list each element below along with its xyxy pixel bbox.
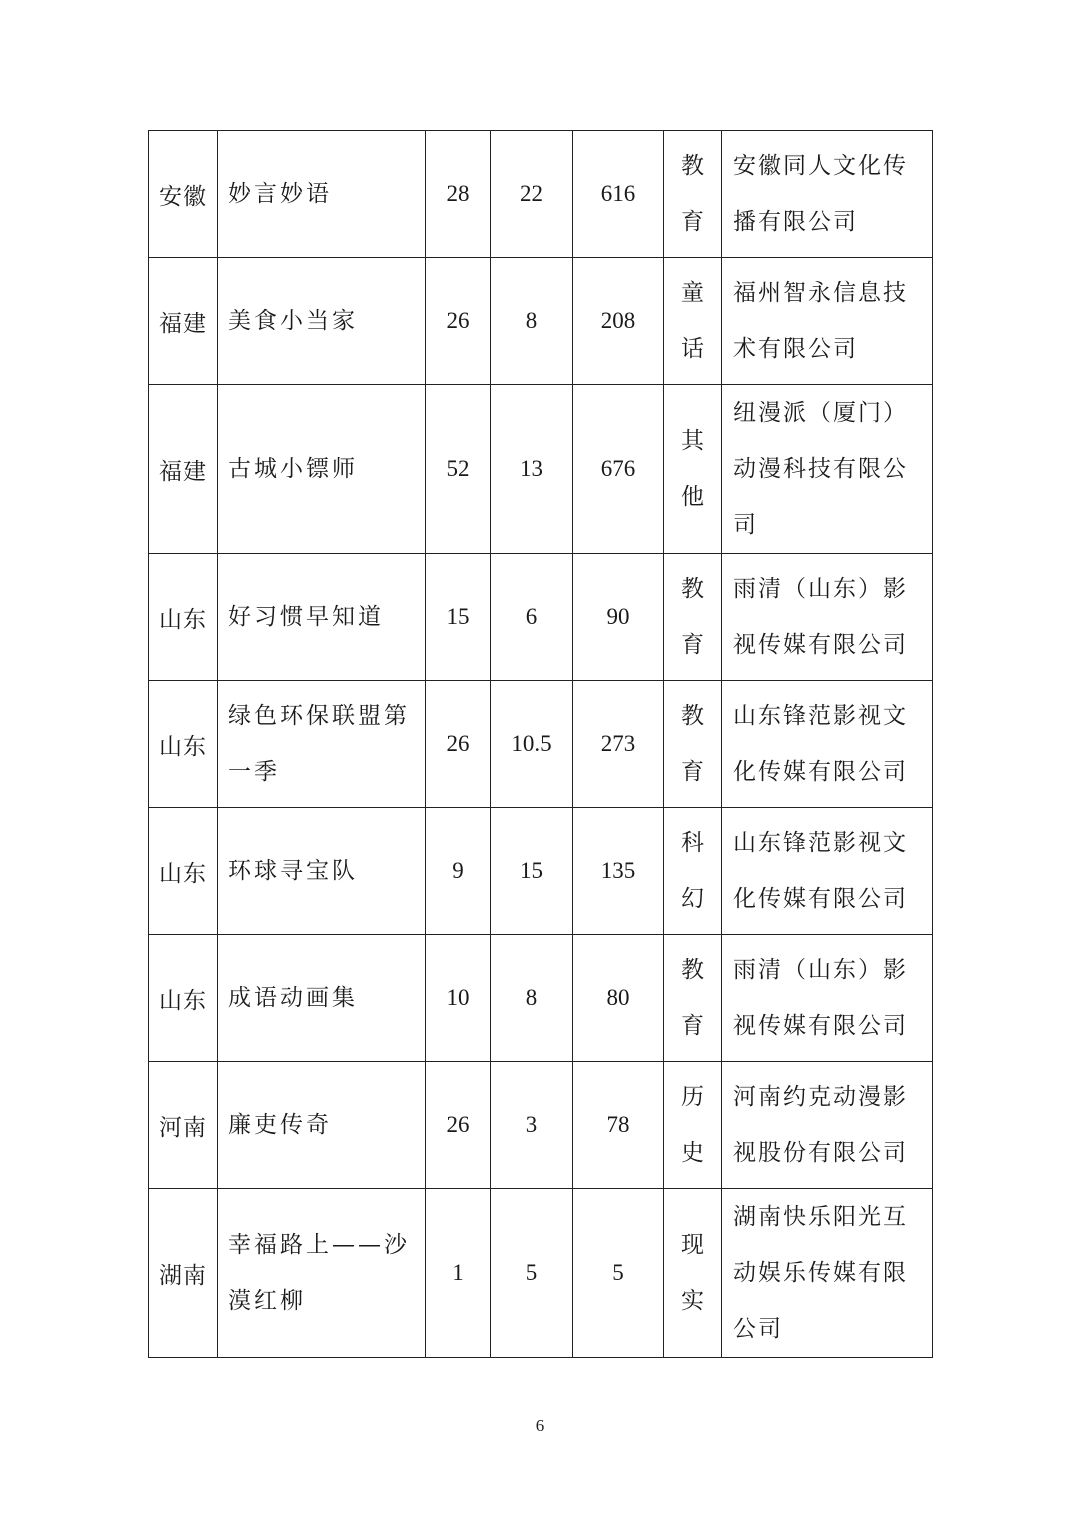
title-cell: 幸福路上——沙漠红柳 <box>218 1189 426 1358</box>
province-cell: 福建 <box>149 258 218 385</box>
title-cell: 好习惯早知道 <box>218 554 426 681</box>
table-row <box>149 385 933 554</box>
minutes-cell: 15 <box>491 808 573 935</box>
company-cell: 河南约克动漫影视股份有限公司 <box>722 1062 933 1189</box>
minutes-cell: 8 <box>491 935 573 1062</box>
genre-cell <box>664 131 722 258</box>
genre-label: 教育 <box>681 576 704 658</box>
genre-cell <box>664 681 722 808</box>
total-minutes-cell: 616 <box>573 131 664 258</box>
company-cell: 福州智永信息技术有限公司 <box>722 258 933 385</box>
title-cell: 妙言妙语 <box>218 131 426 258</box>
minutes-cell: 6 <box>491 554 573 681</box>
episodes-cell: 28 <box>426 131 491 258</box>
episodes-cell: 1 <box>426 1189 491 1358</box>
animation-works-table <box>148 130 933 1358</box>
minutes-cell: 5 <box>491 1189 573 1358</box>
table-row <box>149 258 933 385</box>
genre-cell <box>664 385 722 554</box>
title-cell: 廉吏传奇 <box>218 1062 426 1189</box>
genre-label: 童话 <box>681 280 704 362</box>
episodes-cell: 26 <box>426 681 491 808</box>
province-cell: 山东 <box>149 808 218 935</box>
total-minutes-cell: 208 <box>573 258 664 385</box>
page-number: 6 <box>535 1416 545 1435</box>
company-cell: 湖南快乐阳光互动娱乐传媒有限公司 <box>722 1189 933 1358</box>
minutes-cell: 3 <box>491 1062 573 1189</box>
genre-label: 科幻 <box>681 830 704 912</box>
province-cell: 河南 <box>149 1062 218 1189</box>
title-cell: 成语动画集 <box>218 935 426 1062</box>
title-cell: 绿色环保联盟第一季 <box>218 681 426 808</box>
total-minutes-cell: 676 <box>573 385 664 554</box>
episodes-cell: 26 <box>426 1062 491 1189</box>
genre-cell <box>664 258 722 385</box>
genre-cell <box>664 1189 722 1358</box>
total-minutes-cell: 273 <box>573 681 664 808</box>
province-cell: 安徽 <box>149 131 218 258</box>
table-row <box>149 1062 933 1189</box>
minutes-cell: 13 <box>491 385 573 554</box>
table-row <box>149 935 933 1062</box>
total-minutes-cell: 90 <box>573 554 664 681</box>
minutes-cell: 10.5 <box>491 681 573 808</box>
title-cell: 古城小镖师 <box>218 385 426 554</box>
genre-label: 教育 <box>681 703 704 785</box>
province-cell: 山东 <box>149 681 218 808</box>
company-cell: 纽漫派（厦门）动漫科技有限公司 <box>722 385 933 554</box>
genre-label: 其他 <box>681 428 704 510</box>
genre-cell <box>664 808 722 935</box>
episodes-cell: 15 <box>426 554 491 681</box>
company-cell: 雨清（山东）影视传媒有限公司 <box>722 554 933 681</box>
table-row <box>149 808 933 935</box>
province-cell: 湖南 <box>149 1189 218 1358</box>
episodes-cell: 9 <box>426 808 491 935</box>
minutes-cell: 8 <box>491 258 573 385</box>
table-row <box>149 554 933 681</box>
company-cell: 山东锋范影视文化传媒有限公司 <box>722 681 933 808</box>
genre-cell <box>664 935 722 1062</box>
total-minutes-cell: 135 <box>573 808 664 935</box>
title-cell: 环球寻宝队 <box>218 808 426 935</box>
province-cell: 山东 <box>149 935 218 1062</box>
table-row <box>149 131 933 258</box>
genre-cell <box>664 554 722 681</box>
total-minutes-cell: 5 <box>573 1189 664 1358</box>
company-cell: 山东锋范影视文化传媒有限公司 <box>722 808 933 935</box>
table-row <box>149 681 933 808</box>
genre-label: 历史 <box>681 1084 704 1166</box>
title-cell: 美食小当家 <box>218 258 426 385</box>
company-cell: 安徽同人文化传播有限公司 <box>722 131 933 258</box>
table-row <box>149 1189 933 1358</box>
minutes-cell: 22 <box>491 131 573 258</box>
data-table-container <box>148 130 932 1358</box>
episodes-cell: 52 <box>426 385 491 554</box>
genre-label: 现实 <box>681 1232 704 1314</box>
total-minutes-cell: 78 <box>573 1062 664 1189</box>
episodes-cell: 10 <box>426 935 491 1062</box>
genre-label: 教育 <box>681 957 704 1039</box>
province-cell: 福建 <box>149 385 218 554</box>
total-minutes-cell: 80 <box>573 935 664 1062</box>
episodes-cell: 26 <box>426 258 491 385</box>
genre-label: 教育 <box>681 153 704 235</box>
province-cell: 山东 <box>149 554 218 681</box>
genre-cell <box>664 1062 722 1189</box>
company-cell: 雨清（山东）影视传媒有限公司 <box>722 935 933 1062</box>
